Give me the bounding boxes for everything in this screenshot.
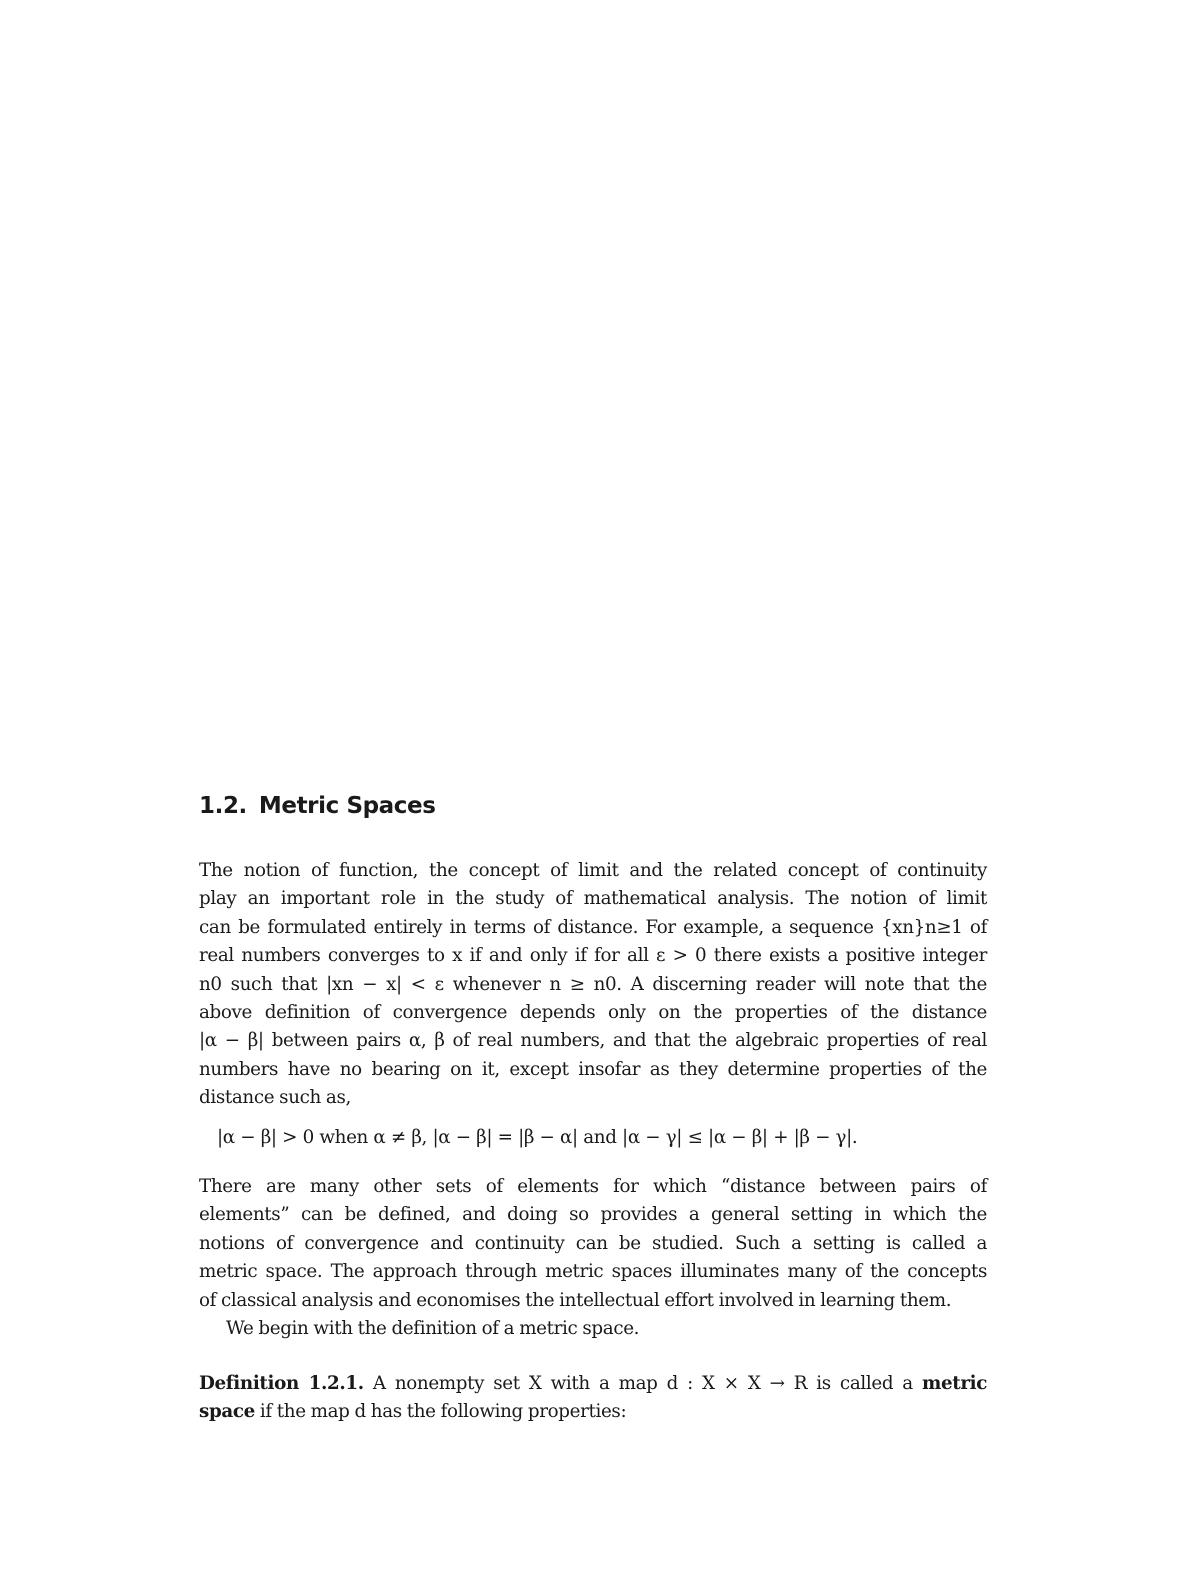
paragraph-line: metric space. The approach through metric spaces illuminates many of the concepts [199, 1261, 987, 1283]
paragraph-line: |α − β| between pairs α, β of real numbers, and that the algebraic properties of real [199, 1030, 987, 1052]
definition-line-1 [199, 1370, 987, 1398]
paragraph-line: of classical analysis and economises the intellectual effort involved in learning them. [199, 1289, 952, 1311]
paragraph-intro [199, 857, 987, 1113]
definition-term: space [199, 1401, 255, 1423]
section-number: 1.2. [199, 793, 247, 819]
definition-label: Definition 1.2.1. [199, 1373, 364, 1394]
paragraph-line: The notion of function, the concept of limit and the related concept of continuity [199, 860, 987, 881]
paragraph-line: play an important role in the study of mathematical analysis. The notion of limit [199, 888, 987, 910]
definition-line-2 [199, 1398, 987, 1426]
paragraph-begin [226, 1315, 986, 1343]
section-title: Metric Spaces [258, 793, 436, 819]
definition-block [199, 1370, 987, 1427]
definition-text: if the map d has the following properties: [259, 1401, 627, 1423]
paragraph-line: notions of convergence and continuity can be studied. Such a setting is called a [199, 1232, 987, 1254]
paragraph-line: elements” can be defined, and doing so provides a general setting in which the [199, 1204, 987, 1226]
paragraph-line: can be formulated entirely in terms of distance. For example, a sequence {xn}n≥1 of [199, 916, 987, 938]
paragraph-metric-motivation [199, 1173, 987, 1315]
definition-text: A nonempty set X with a map d : X × X → R is called a [372, 1373, 913, 1394]
paragraph-line: real numbers converges to x if and only if for all ε > 0 there exists a positive integer [199, 945, 987, 967]
paragraph-line: above definition of convergence depends only on the properties of the distance [199, 1001, 987, 1023]
paragraph-line: distance such as, [199, 1087, 351, 1109]
paragraph-line: We begin with the definition of a metric space. [226, 1318, 640, 1339]
section-heading [199, 793, 436, 819]
display-formula: |α − β| > 0 when α ≠ β, |α − β| = |β − α| and |α − γ| ≤ |α − β| + |β − γ|. [217, 1127, 858, 1148]
paragraph-line: n0 such that |xn − x| < ε whenever n ≥ n0. A discerning reader will note that the [199, 973, 987, 995]
definition-term: metric [921, 1373, 988, 1394]
paragraph-line: numbers have no bearing on it, except insofar as they determine properties of the [199, 1058, 987, 1080]
paragraph-line: There are many other sets of elements for which “distance between pairs of [199, 1176, 987, 1197]
